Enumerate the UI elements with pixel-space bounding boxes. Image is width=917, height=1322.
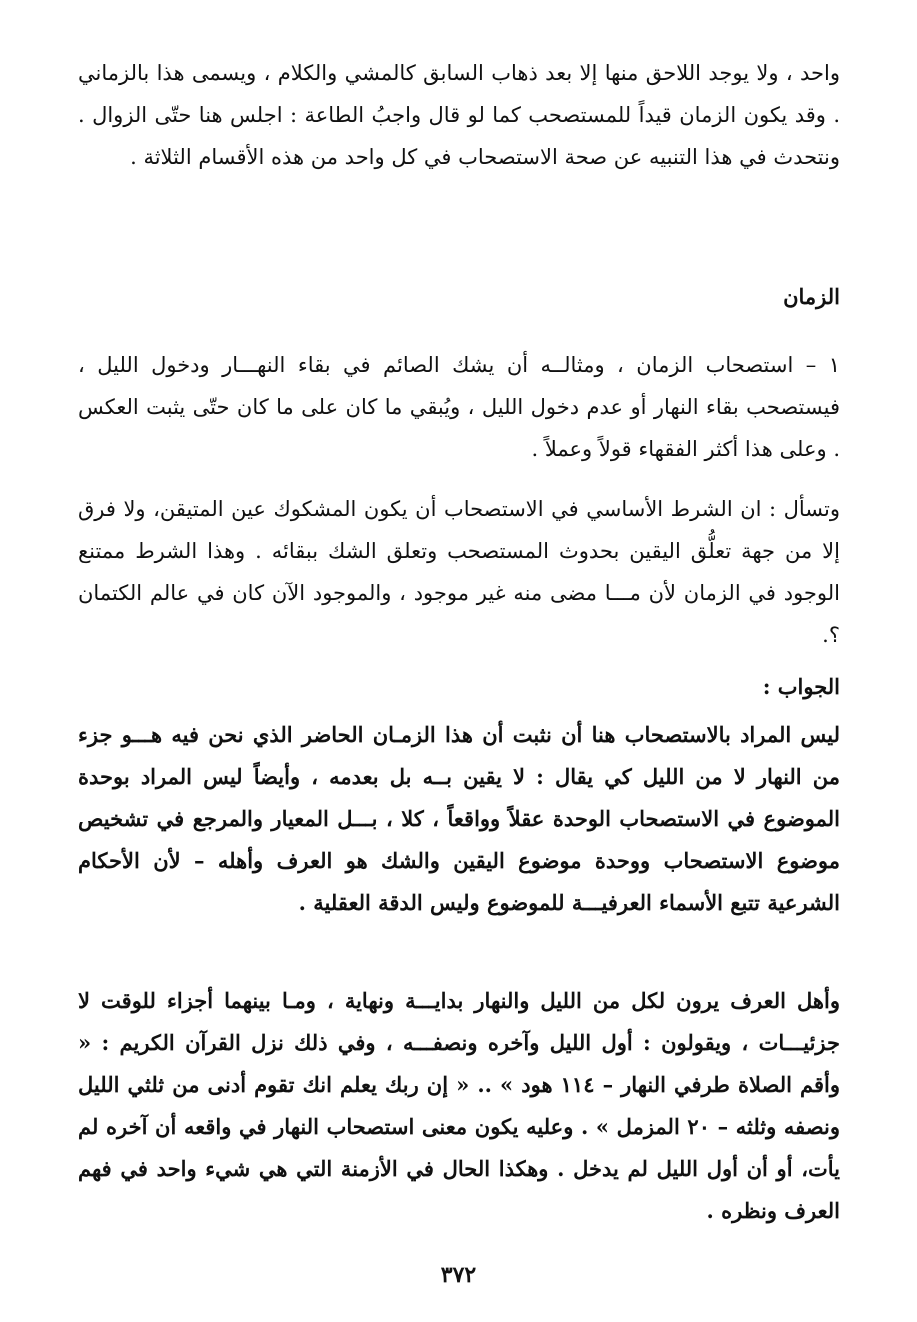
answer-label: الجواب : — [762, 674, 840, 699]
paragraph-question: وتسأل : ان الشرط الأساسي في الاستصحاب أن يكون المشكوك عين المتيقن، ولا فرق إلا من جهة تعلُّق اليقين بحدوث المستصحب وتعلق الشك ببقائه . وهذا الشرط ممتنع الوجود في الزمان لأن مـــا مضى منه غير موجود ، والموجود الآن كان في عالم الكتمان ؟. — [78, 497, 840, 647]
paragraph-zaman-istishab: ١ – استصحاب الزمان ، ومثالــه أن يشك الصائم في بقاء النهـــار ودخول الليل ، فيستصحب بقاء النهار أو عدم دخول الليل ، ويُبقي ما كان على ما كان حتّى يثبت العكس . وعلى هذا أكثر الفقهاء قولاً وعملاً . — [78, 353, 840, 461]
section-heading: الزمان — [783, 284, 840, 309]
paragraph-answer: ليس المراد بالاستصحاب هنا أن نثبت أن هذا الزمـان الحاضر الذي نحن فيه هـــو جزء من النهار لا من الليل كي يقال : لا يقين بــه بل بعدمه ، وأيضاً ليس المراد بوحدة الموضوع في الاستصحاب الوحدة عقلاً وواقعاً ، كلا ، بـــل المعيار والمرجع في تشخيص موضوع الاستصحاب ووحدة موضوع اليقين والشك هو العرف وأهله – لأن الأحكام الشرعية تتبع الأسماء العرفيـــة للموضوع وليس الدقة العقلية . — [78, 722, 840, 915]
paragraph-intro: واحد ، ولا يوجد اللاحق منها إلا بعد ذهاب السابق كالمشي والكلام ، ويسمى هذا بالزماني . وقد يكون الزمان قيداً للمستصحب كما لو قال واجبُ الطاعة : اجلس هنا حتّى الزوال . ونتحدث في هذا التنبيه عن صحة الاستصحاب في كل واحد من هذه الأقسام الثلاثة . — [78, 61, 840, 169]
page-number: ٣٧٢ — [440, 1262, 477, 1288]
paragraph-urf: وأهل العرف يرون لكل من الليل والنهار بدايـــة ونهاية ، ومـا بينهما أجزاء للوقت لا جزئيـــات ، ويقولون : أول الليل وآخره ونصفـــه ، وفي ذلك نزل القرآن الكريم : « وأقم الصلاة طرفي النهار – ١١٤ هود » .. « إن ربك يعلم انك تقوم أدنى من ثلثي الليل ونصفه وثلثه – ٢٠ المزمل » . وعليه يكون معنى استصحاب النهار في واقعه أن آخره لم يأت، أو أن أول الليل لم يدخل . وهكذا الحال في الأزمنة التي هي شيء واحد في فهم العرف ونظره . — [78, 988, 841, 1223]
